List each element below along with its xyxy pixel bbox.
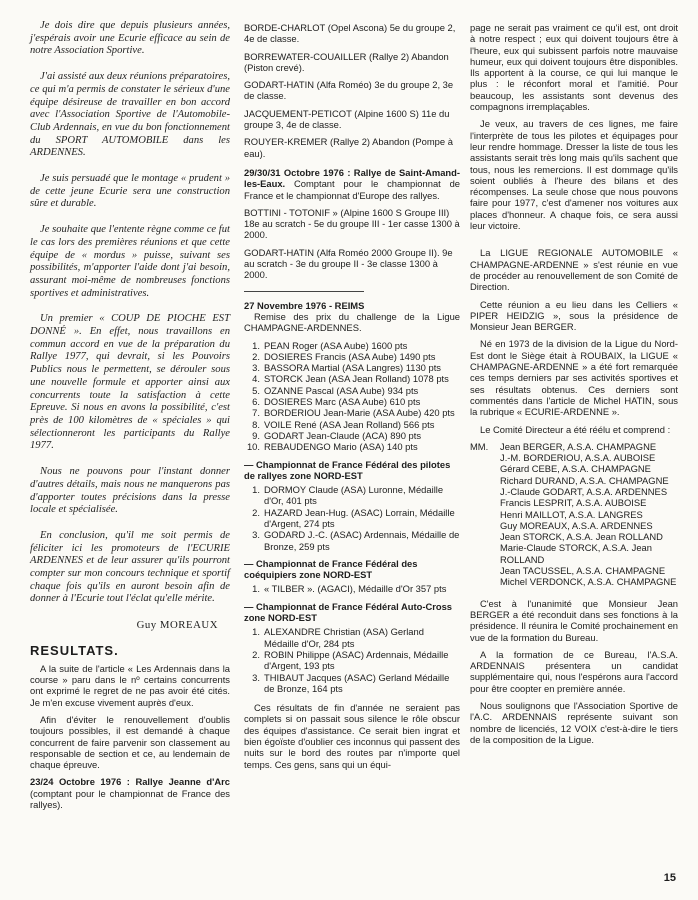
ranking-row: 6. DOSIERES Marc (ASA Aube) 610 pts xyxy=(252,396,421,408)
championship-title: — Championnat de France Fédéral Auto-Cross zone NORD-EST xyxy=(244,600,453,624)
championship-row: 2. ROBIN Philippe (ASAC) Ardennais, Médaille d'Argent, 193 pts xyxy=(252,648,449,672)
result-entry: BORDE-CHARLOT (Opel Ascona) 5e du groupe 2, 4e de classe. xyxy=(244,22,456,45)
league-paragraph: Cette réunion a eu lieu dans les Celliers « PIPER HEIDZIG », sous la présidence de Monsieur Jean BERGER. xyxy=(470,298,678,333)
league-paragraph: Né en 1973 de la division de la Ligue du Nord-Est dont le Siège était à ROUBAIX, la LIGUE « CHAMPAGNE-ARDENNE » a été fort remarquée ces temps derniers par ses activités sportives et ses résultats obtenus. Ces derniers sont commentés dans l'article de Michel HATIN, sous la rubrique « ECURIE-ARDENNE ». xyxy=(470,338,678,418)
letter-paragraph: En conclusion, qu'il me soit permis de féliciter ici les promoteurs de l'ECURIE ARDENNES et de leur assurer qu'ils pourront compter sur mon concours technique et sportif chaque fois qu'ils en auront besoin afin de donner à l'Ecurie tout l'éclat qu'elle mérite. xyxy=(30,529,230,605)
league-paragraph: Nous soulignons que l'Association Sportive de l'A.C. ARDENNAIS représente suivant son nombre de licenciés, 12 VOIX c'est-à-dire le tiers de la composition de la Ligue. xyxy=(470,700,678,745)
committee-members xyxy=(470,441,678,588)
league-paragraph: Le Comité Directeur a été réélu et comprend : xyxy=(480,423,671,435)
ranking-row: 5. OZANNE Pascal (ASA Aube) 934 pts xyxy=(252,384,419,396)
member-item: Henri MAILLOT, A.S.A. LANGRES xyxy=(500,508,643,520)
page-number: 15 xyxy=(663,872,676,884)
column-middle xyxy=(244,22,460,776)
ranking-row: 7. BORDERIOU Jean-Marie (ASA Aube) 420 pts xyxy=(252,407,455,419)
column-right xyxy=(470,22,678,751)
championship-title: — Championnat de France Fédéral des pilotes de rallyes zone NORD-EST xyxy=(244,458,451,481)
signature: Guy MOREAUX xyxy=(136,619,218,632)
member-item: Michel VERDONCK, A.S.A. CHAMPAGNE xyxy=(500,576,677,588)
challenge-ranking xyxy=(244,340,460,453)
event-description: Comptant pour le championnat de France et le championnat d'Europe des rallyes. xyxy=(244,178,460,201)
ranking-row: 10. REBAUDENGO Mario (ASA) 140 pts xyxy=(246,441,418,453)
member-item: J.-Claude GODART, A.S.A. ARDENNES xyxy=(500,485,668,497)
league-paragraph: La LIGUE REGIONALE AUTOMOBILE « CHAMPAGNE-ARDENNE » s'est réunie en vue de procéder au renouvellement de son Comité de Direction. xyxy=(470,247,678,293)
letter-paragraph: Je souhaite que l'entente règne comme ce fut le cas lors des premières réunions et que cette équipe de « mordus » puisse, suivant ses possibilités, m'apporter l'aide dont j'ai besoin, assurant moi-même de nombreuses fonctions sportives et administratives. xyxy=(30,224,230,299)
letter-paragraph: Nous ne pouvons pour l'instant donner d'autres détails, mais nous ne manquerons pas d'apporter toutes précisions dans la presse locale et spécialisée. xyxy=(30,466,230,516)
member-item: Gérard CEBE, A.S.A. CHAMPAGNE xyxy=(500,463,651,475)
event-title: 23/24 Octobre 1976 : Rallye Jeanne d'Arc xyxy=(30,776,230,788)
championship-title: — Championnat de France Fédéral des coéquipiers zone NORD-EST xyxy=(244,557,418,581)
letter-paragraph: J'ai assisté aux deux réunions préparatoires, ce qui m'a permis de constater le sérieux d'une équipe désireuse de travailler en bon accord avec l'Association Sportive de l'Automobile-Club Ardennais, en vue du bon fonctionnement du SPORT AUTOMOBILE dans les ARDENNES. xyxy=(30,71,230,159)
ranking-row: 3. BASSORA Martial (ASA Langres) 1130 pts xyxy=(252,362,441,374)
assistance-paragraph: Je veux, au travers de ces lignes, me faire l'interprète de tous les pilotes et équipages pour leur rendre hommage. Dresser la liste de tous les assistants serait très long mais qu'ils sachent que tous, nous les remercions. Il est dommage qu'ils soient oubliés à l'heure des bilans et des récompenses. La seule chose que nous pouvons faire pour 1977, c'est d'amener nos voitures aux places d'honneur. A chaque fois, ce sera aussi leur victoire. xyxy=(470,118,678,232)
member-item: Francis LESPRIT, A.S.A. AUBOISE xyxy=(500,497,647,509)
event-description: (comptant pour le championnat de France des rallyes). xyxy=(30,787,230,810)
member-item: Marie-Claude STORCK, A.S.A. Jean ROLLAND xyxy=(500,542,652,565)
member-item: Jean TACUSSEL, A.S.A. CHAMPAGNE xyxy=(500,565,666,577)
result-entry: GODART-HATIN (Alfa Roméo 2000 Groupe II). 9e au scratch - 3e du groupe II - 3e classe 1300 à 2000. xyxy=(244,246,453,281)
results-paragraph: A la suite de l'article « Les Ardennais dans la course » paru dans le nº certains concurrents ont exprimé le regret de ne pas avoir été cités. Je m'en excuse vivement auprès d'eux. xyxy=(30,662,230,708)
result-entry: ROUYER-KREMER (Rallye 2) Abandon (Pompe à eau). xyxy=(244,136,453,159)
event-description: Remise des prix du challenge de la Ligue CHAMPAGNE-ARDENNES. xyxy=(244,310,460,334)
ranking-row: 9. GODART Jean-Claude (ACA) 890 pts xyxy=(252,429,422,441)
member-item: Jean BERGER, A.S.A. CHAMPAGNE xyxy=(500,440,657,452)
ranking-row: 8. VOILE René (ASA Jean Rolland) 566 pts xyxy=(252,418,435,430)
members-list xyxy=(500,441,678,588)
member-item: Guy MOREAUX, A.S.A. ARDENNES xyxy=(500,519,653,531)
result-entry: BOTTINI - TOTONIF » (Alpine 1600 S Groupe III) 18e au scratch - 5e du groupe III - 1er casse 1300 à 2000. xyxy=(244,206,460,241)
league-paragraph: A la formation de ce Bureau, l'A.S.A. ARDENNAIS présentera un candidat supplémentaire qui, nous l'espérons aura l'accord pour être coopter en première année. xyxy=(470,648,678,694)
event-paragraph xyxy=(244,167,460,201)
ranking-row: 2. DOSIERES Francis (ASA Aube) 1490 pts xyxy=(252,350,436,362)
letter-paragraph: Je dois dire que depuis plusieurs années, j'espérais avoir une Ecurie efficace au sein de notre Association Sportive. xyxy=(30,20,230,57)
column-left xyxy=(30,20,230,816)
event-title: 27 Novembre 1976 - REIMS xyxy=(244,299,365,311)
result-entry: BORREWATER-COUAILLER (Rallye 2) Abandon (Piston crevé). xyxy=(244,50,449,73)
championship-row: 1. DORMOY Claude (ASA) Luronne, Médaille d'Or, 401 pts xyxy=(252,484,444,507)
member-item: J.-M. BORDERIOU, A.S.A. AUBOISE xyxy=(500,452,656,464)
letter-body xyxy=(30,20,230,606)
championship-row: 3. GODARD J.-C. (ASAC) Ardennais, Médaille de Bronze, 259 pts xyxy=(252,529,460,552)
result-entry: GODART-HATIN (Alfa Roméo) 3e du groupe 2, 3e de classe. xyxy=(244,79,454,102)
result-entry: JACQUEMENT-PETICOT (Alpine 1600 S) 11e du groupe 3, 4e de classe. xyxy=(244,107,450,131)
championship-row: 1. ALEXANDRE Christian (ASA) Gerland Médaille d'Or, 284 pts xyxy=(252,626,424,649)
championship-row: 1. « TILBER ». (AGACI), Médaille d'Or 357 pts xyxy=(252,583,447,595)
event-paragraph xyxy=(30,776,230,810)
member-item: Richard DURAND, A.S.A. CHAMPAGNE xyxy=(500,474,669,486)
member-item: Jean STORCK, A.S.A. Jean ROLLAND xyxy=(500,531,663,543)
letter-paragraph: Je suis persuadé que le montage « prudent » de cette jeune Ecurie sera une construction sûre et durable. xyxy=(30,173,230,210)
ranking-row: 4. STORCK Jean (ASA Jean Rolland) 1078 pts xyxy=(252,373,449,385)
results-paragraph: Afin d'éviter le renouvellement d'oublis toujours possibles, il est demandé à chaque concurrent de faire parvenir son classement au responsable de section et ce, au lendemain de chaque épreuve. xyxy=(30,713,230,771)
event-title: 29/30/31 Octobre 1976 : Rallye de Saint-Amand-les-Eaux. xyxy=(244,166,460,190)
league-paragraph: C'est à l'unanimité que Monsieur Jean BERGER a été reconduit dans ses fonctions à la présidence. Il réunira le Comité prochainement en vue de la formation du Bureau. xyxy=(470,597,678,643)
letter-paragraph: Un premier « COUP DE PIOCHE EST DONNÉ ». En effet, nous travaillons en commun accord en vue de la préparation du Rallye 1977, qui devrait, si les Pouvoirs Publics nous le permettent, se dérouler sous une nouvelle formule et apporter ainsi aux concurrents toute la satisfaction à cette Epreuve. Si nous en avons la possibilité, c'est près de 100 kilomètres de « spéciales » qui sélectionneront les participants du Rallye 1977. xyxy=(30,313,230,452)
assistance-paragraph: page ne serait pas vraiment ce qu'il est, ont droit à notre respect ; eux qui doivent toujours être à l'heure, eux qui subissent parfois notre mauvaise humeur, eux qui doivent toujours être disponibles. Ils apportent à la course, ce qui lui manque le plus : le réconfort moral et l'amitié. Pour beaucoup, les assistants sont devenus des compagnons irremplaçables. xyxy=(470,22,678,113)
closing-paragraph: Ces résultats de fin d'année ne seraient pas complets si on passait sous silence le rôle obscur des équipes d'assistance. Ce serait bien ingrat et bien égoïste d'oublier ces inconnus qui passent des nuits sur le bord des routes par n'importe quel temps. Ces gens, sans qui un équi- xyxy=(244,702,460,770)
members-label: MM. xyxy=(470,440,489,452)
championship-row: 3. THIBAUT Jacques (ASAC) Gerland Médaille de Bronze, 164 pts xyxy=(252,671,450,694)
ranking-row: 1. PEAN Roger (ASA Aube) 1600 pts xyxy=(252,339,408,351)
divider xyxy=(244,291,364,292)
results-heading: RESULTATS. xyxy=(30,643,119,659)
championship-row: 2. HAZARD Jean-Hug. (ASAC) Lorrain, Médaille d'Argent, 274 pts xyxy=(252,506,455,529)
